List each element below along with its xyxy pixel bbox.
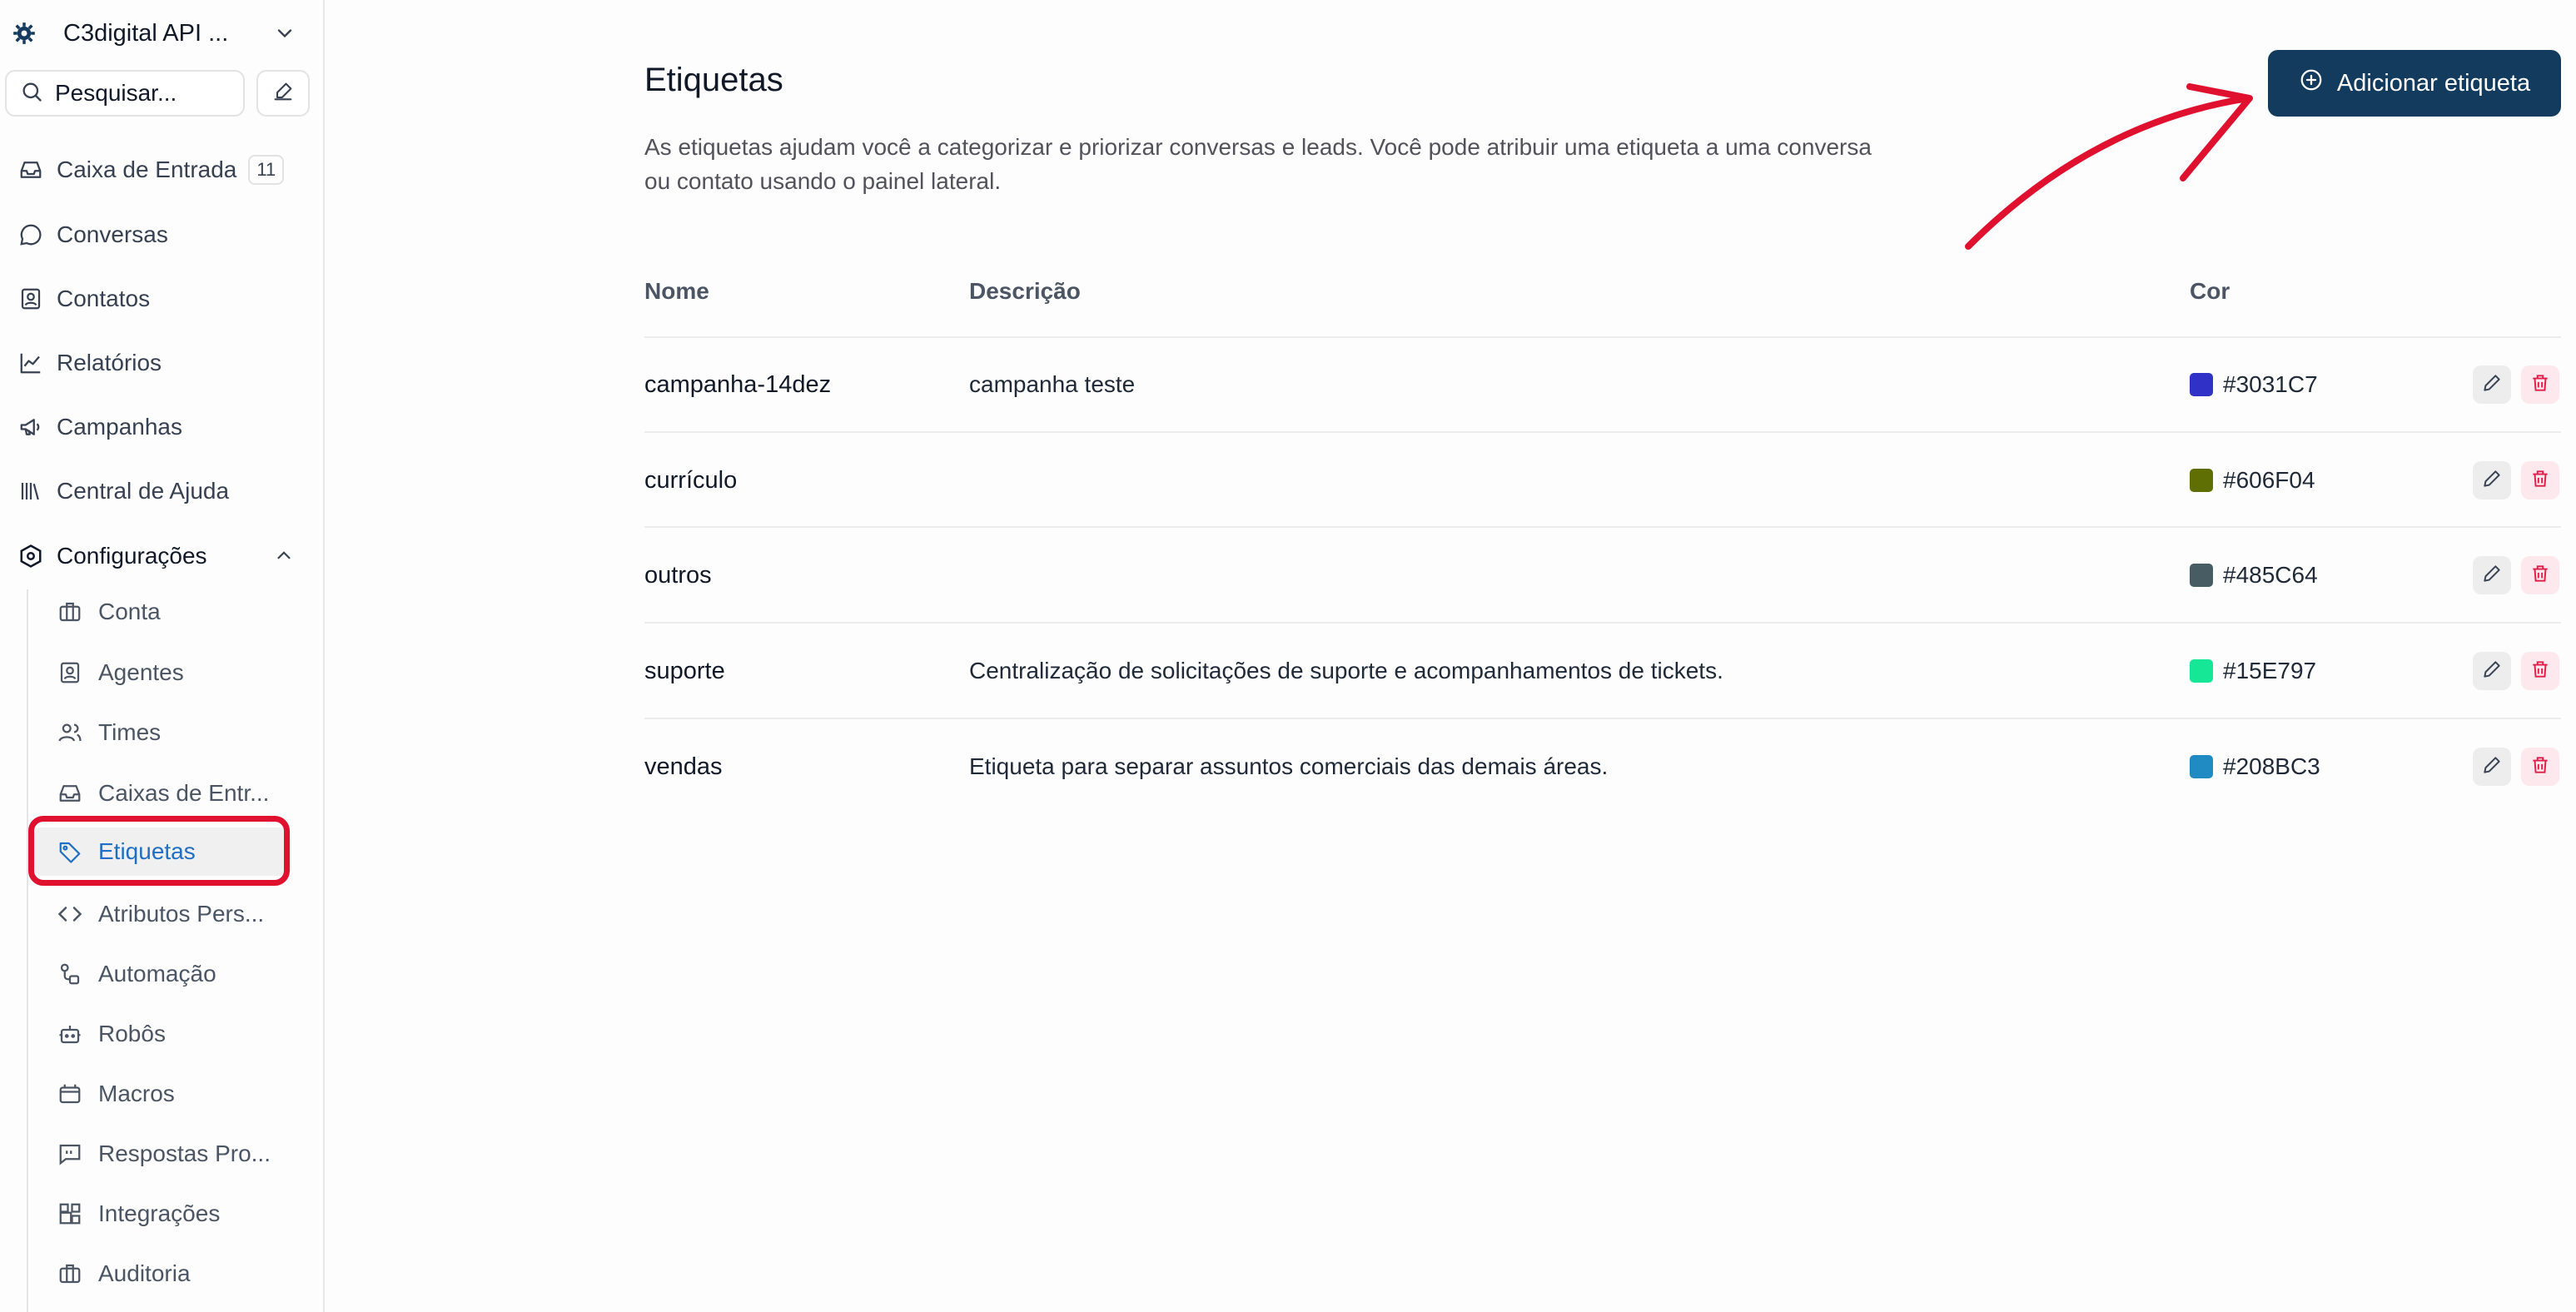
color-swatch [2190, 373, 2213, 396]
edit-label-button[interactable] [2473, 748, 2511, 786]
label-name: vendas [644, 753, 723, 780]
compose-button[interactable] [256, 70, 310, 117]
library-icon [17, 477, 45, 505]
label-color [2190, 562, 2318, 589]
macro-icon [57, 1081, 83, 1107]
account-name: C3digital API ... [63, 19, 229, 47]
column-header-color: Cor [2190, 278, 2230, 304]
page-description: As etiquetas ajudam você a categorizar e priorizar conversas e leads. Você pode atribuir uma etiqueta a uma conversa ou contato usando o painel lateral. [644, 134, 1872, 194]
settings-item-custom-attributes[interactable] [33, 890, 291, 938]
settings-item-integrations[interactable] [33, 1190, 291, 1238]
contact-card-icon [17, 285, 45, 313]
code-icon [57, 901, 83, 927]
label-name: campanha-14dez [644, 371, 832, 398]
annotation-highlight-box [28, 816, 290, 886]
label-color [2190, 658, 2316, 684]
page-title: Etiquetas [644, 62, 783, 98]
settings-item-label: Robôs [98, 1021, 166, 1046]
workflow-icon [57, 961, 83, 987]
sidebar-item-reports[interactable] [17, 340, 300, 386]
settings-item-teams[interactable] [33, 708, 291, 757]
quote-message-icon [57, 1141, 83, 1167]
plus-circle-icon [2299, 67, 2324, 99]
settings-item-automation[interactable] [33, 950, 291, 998]
settings-item-label: Agentes [98, 659, 184, 685]
pencil-icon [2481, 468, 2503, 494]
pencil-icon [2481, 563, 2503, 589]
chevron-up-icon [273, 544, 295, 570]
settings-item-label: Caixas de Entr... [98, 780, 270, 806]
delete-label-button[interactable] [2521, 556, 2559, 594]
line-chart-icon [17, 349, 45, 377]
label-name: currículo [644, 467, 738, 494]
briefcase-icon [57, 599, 83, 625]
sidebar-item-label: Conversas [57, 221, 168, 247]
settings-item-inboxes[interactable] [33, 769, 291, 818]
blocks-icon [57, 1200, 83, 1227]
table-divider [644, 336, 2561, 338]
contact-card-icon [57, 659, 83, 686]
settings-item-agents[interactable] [33, 649, 291, 697]
settings-item-macros[interactable] [33, 1070, 291, 1118]
settings-item-canned-responses[interactable] [33, 1130, 291, 1178]
sidebar-item-conversations[interactable] [17, 211, 300, 258]
edit-label-button[interactable] [2473, 461, 2511, 499]
label-color [2190, 371, 2318, 398]
unread-count-badge: 11 [248, 155, 284, 185]
delete-label-button[interactable] [2521, 652, 2559, 690]
delete-label-button[interactable] [2521, 365, 2559, 404]
chat-bubble-icon [17, 221, 45, 249]
color-swatch [2190, 755, 2213, 778]
color-hex: #3031C7 [2223, 371, 2318, 397]
sidebar-item-help-center[interactable] [17, 468, 300, 514]
account-switcher[interactable] [12, 15, 308, 52]
pencil-square-icon [271, 80, 295, 107]
sidebar-item-label: Configurações [57, 543, 207, 569]
account-logo-icon [12, 21, 37, 46]
search-placeholder: Pesquisar... [55, 80, 177, 106]
sidebar-item-label: Caixa de Entrada [57, 157, 237, 182]
color-hex: #15E797 [2223, 658, 2317, 683]
settings-item-label: Automação [98, 961, 216, 986]
sidebar-item-settings[interactable] [17, 533, 300, 579]
label-description: Centralização de solicitações de suporte e acompanhamentos de tickets. [969, 658, 1723, 683]
inbox-icon [57, 780, 83, 807]
settings-item-account[interactable] [33, 588, 291, 636]
settings-item-label: Auditoria [98, 1260, 191, 1286]
settings-item-label: Integrações [98, 1200, 221, 1226]
edit-label-button[interactable] [2473, 652, 2511, 690]
pencil-icon [2481, 754, 2503, 780]
pencil-icon [2481, 658, 2503, 684]
settings-hexagon-icon [17, 542, 45, 570]
table-row-divider [644, 431, 2561, 433]
label-color [2190, 753, 2320, 780]
trash-icon [2529, 563, 2551, 589]
column-header-name: Nome [644, 278, 709, 304]
color-swatch [2190, 659, 2213, 683]
edit-label-button[interactable] [2473, 556, 2511, 594]
sidebar-item-label: Central de Ajuda [57, 478, 230, 504]
color-hex: #208BC3 [2223, 753, 2320, 779]
briefcase-icon [57, 1260, 83, 1287]
sidebar-item-label: Contatos [57, 286, 151, 311]
add-label-button[interactable] [2268, 50, 2561, 117]
color-swatch [2190, 564, 2213, 587]
chevron-down-icon [273, 22, 296, 49]
users-icon [57, 719, 83, 746]
settings-item-audit[interactable] [33, 1250, 291, 1298]
settings-item-label: Macros [98, 1081, 175, 1106]
label-name: suporte [644, 658, 725, 684]
pencil-icon [2481, 372, 2503, 398]
delete-label-button[interactable] [2521, 461, 2559, 499]
settings-item-bots[interactable] [33, 1010, 291, 1058]
add-label-button-text: Adicionar etiqueta [2336, 69, 2531, 97]
label-description: Etiqueta para separar assuntos comerciais das demais áreas. [969, 753, 1609, 779]
settings-item-label: Etiquetas [98, 838, 196, 864]
sidebar [0, 0, 325, 1312]
bot-icon [57, 1021, 83, 1047]
megaphone-icon [17, 413, 45, 441]
table-row-divider [644, 622, 2561, 624]
label-color [2190, 467, 2315, 494]
table-row-divider [644, 526, 2561, 528]
label-description: campanha teste [969, 371, 1136, 397]
color-hex: #485C64 [2223, 562, 2318, 588]
trash-icon [2529, 754, 2551, 780]
delete-label-button[interactable] [2521, 748, 2559, 786]
color-hex: #606F04 [2223, 467, 2315, 493]
label-name: outros [644, 562, 712, 589]
settings-item-label: Times [98, 719, 162, 745]
settings-item-label: Conta [98, 599, 161, 624]
annotation-arrow [1948, 75, 2281, 258]
trash-icon [2529, 658, 2551, 684]
settings-tree-line [27, 589, 28, 1312]
column-header-description: Descrição [969, 278, 1081, 304]
search-input[interactable] [5, 70, 245, 117]
trash-icon [2529, 372, 2551, 398]
inbox-icon [17, 156, 45, 184]
search-icon [20, 80, 43, 107]
sidebar-item-label: Campanhas [57, 414, 182, 440]
sidebar-item-label: Relatórios [57, 350, 162, 375]
sidebar-item-contacts[interactable] [17, 276, 300, 322]
settings-item-label: Atributos Pers... [98, 901, 265, 927]
settings-item-label: Respostas Pro... [98, 1141, 271, 1166]
trash-icon [2529, 468, 2551, 494]
edit-label-button[interactable] [2473, 365, 2511, 404]
table-row-divider [644, 718, 2561, 719]
color-swatch [2190, 469, 2213, 492]
sidebar-item-campaigns[interactable] [17, 404, 300, 450]
sidebar-item-inbox[interactable] [17, 147, 300, 193]
